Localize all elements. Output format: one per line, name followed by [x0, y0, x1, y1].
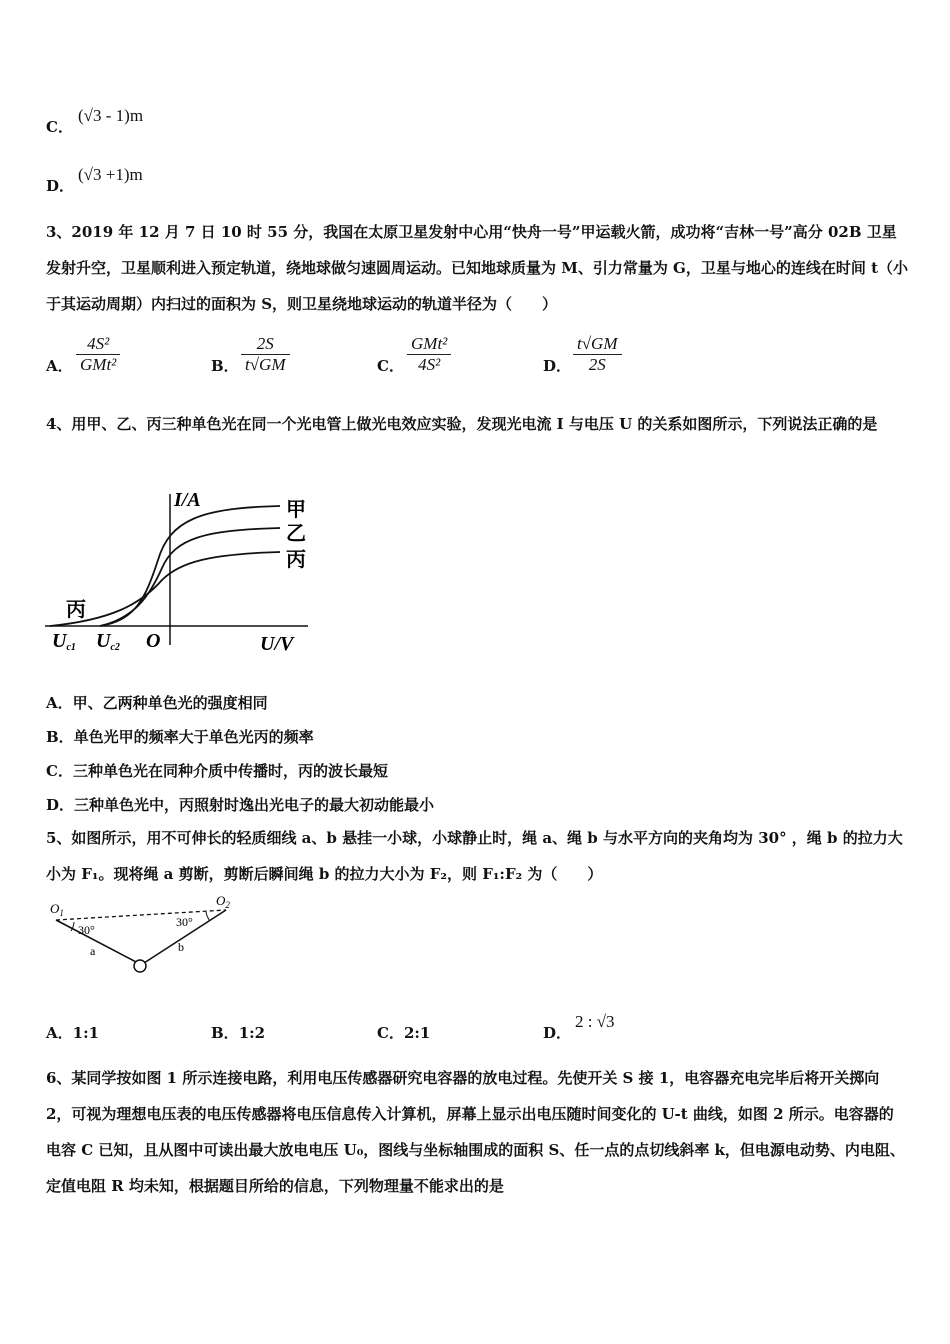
q2-option-d-label: D．: [46, 177, 75, 195]
q4-curve-label-bing: 丙: [286, 547, 306, 571]
q5-stem: 5、如图所示，用不可伸长的轻质细线 a、b 悬挂一小球，小球静止时，绳 a、绳 b 与水平方向的夹角均为 30° ，绳 b 的拉力大小为 F₁。现将绳 a 剪断，剪断后瞬间绳 b 的拉力大小为 F₂，则 F₁:F₂ 为（ ）: [46, 829, 903, 883]
q5-angle-right-label: 30°: [176, 915, 193, 929]
q5-o1-label: [50, 901, 64, 918]
q5-option-b-label: B．: [211, 1024, 239, 1042]
q5-o2-symbol: O: [216, 895, 226, 908]
q6-stem: 6、某同学按如图 1 所示连接电路，利用电压传感器研究电容器的放电过程。先使开关 S 接 1，电容器充电完毕后将开关掷向 2，可视为理想电压表的电压传感器将电压信息传入计算机，屏幕上显示出电压随时间变化的 U-t 曲线，如图 2 所示。电容器的电容 C 已知，且从图中可读出最大放电电压 U₀，图线与坐标轴围成的面积 S、任一点的点切线斜率 k，但电源电动势、内电阻、定值电阻 R 均未知，根据题目所给的信息，下列物理量不能求出的是: [46, 1069, 905, 1195]
q3-stem: 3、2019 年 12 月 7 日 10 时 55 分，我国在太原卫星发射中心用“快舟一号”甲运载火箭，成功将“吉林一号”高分 02B 卫星发射升空，卫星顺利进入预定轨道，绕地球做匀速圆周运动。已知地球质量为 M、引力常量为 G，卫星与地心的连线在时间 t（小于其运动周期）内扫过的面积为 S，则卫星绕地球运动的轨道半径为（ ）: [46, 223, 909, 313]
q3-option-c-fraction: [407, 334, 451, 375]
q5-option-a: [46, 1022, 99, 1043]
q4-curve-label-jia: 甲: [286, 497, 306, 521]
q5-angle-left-label: 30°: [78, 923, 95, 937]
q3-option-b-denominator: t√GM: [241, 354, 290, 375]
q5-option-b: [211, 1022, 265, 1043]
q4-curve-jia: [100, 506, 280, 626]
q3-option-d-denominator: 2S: [573, 354, 622, 375]
q3-option-a-numerator: 4S²: [87, 334, 110, 353]
q3-option-c-numerator: GMt²: [411, 334, 448, 353]
q5-o1-symbol: O: [50, 901, 60, 916]
q4-y-axis-label: I/A: [174, 489, 201, 511]
q4-x-axis-label: U/V: [260, 633, 294, 655]
q5-rope-a-label: a: [90, 944, 96, 958]
q3-option-b-label: B．: [211, 357, 239, 375]
q5-ceiling-dashed-line: [56, 910, 226, 920]
q4-uc1-symbol: U: [52, 630, 67, 652]
q2-option-c-label: C．: [46, 118, 73, 136]
q3-option-b-numerator: 2S: [256, 334, 274, 353]
q3-option-d-label: D．: [543, 357, 572, 375]
q4-curve-label-yi: 乙: [286, 521, 306, 545]
q3-option-c-label: C．: [377, 357, 404, 375]
q5-option-a-value: 1:1: [72, 1024, 100, 1042]
q4-uc2-symbol: U: [96, 630, 111, 652]
q5-o1-subscript: 1: [59, 908, 64, 918]
q4-origin-label: O: [146, 630, 161, 652]
q5-o2-subscript: 2: [225, 900, 230, 910]
q4-uc1-subscript: c1: [66, 642, 76, 653]
q5-option-c-value: 2:1: [403, 1024, 431, 1042]
q2-option-d-expression: (√3 +1)m: [78, 165, 143, 184]
q5-option-d-value: 2 : √3: [575, 1012, 615, 1031]
q4-iu-graph: [40, 480, 340, 660]
q3-option-a-denominator: GMt²: [76, 354, 120, 375]
q5-option-c: [377, 1022, 430, 1043]
q4-option-d: D．三种单色光中，丙照射时逸出光电子的最大初动能最小: [46, 796, 435, 814]
q5-angle-arc-right: [206, 912, 210, 921]
q4-option-a: A．甲、乙两种单色光的强度相同: [46, 694, 268, 712]
q4-curve-yi: [100, 528, 280, 626]
q5-option-b-value: 1:2: [238, 1024, 266, 1042]
q2-option-c-expression: (√3 - 1)m: [78, 106, 144, 125]
q4-option-c: C．三种单色光在同种介质中传播时，丙的波长最短: [46, 762, 388, 780]
q4-uc2-label: [96, 630, 120, 653]
q5-ball: [134, 960, 146, 972]
q4-option-b: B．单色光甲的频率大于单色光丙的频率: [46, 728, 314, 746]
q3-option-d-fraction: [573, 334, 622, 375]
q5-option-d-label: D．: [543, 1024, 572, 1042]
q4-uc1-label: [52, 630, 76, 653]
q5-rope-diagram: [44, 895, 244, 980]
q5-rope-b-label: b: [178, 940, 184, 954]
q4-uc2-subscript: c2: [110, 642, 120, 653]
q5-rope-a: [56, 920, 138, 963]
q5-option-a-label: A．: [46, 1024, 73, 1042]
q4-stem: 4、用甲、乙、丙三种单色光在同一个光电管上做光电效应实验，发现光电流 I 与电压 U 的关系如图所示，下列说法正确的是: [46, 415, 878, 433]
q5-option-c-label: C．: [377, 1024, 404, 1042]
q5-o2-label: [216, 895, 230, 910]
q3-option-c-denominator: 4S²: [407, 354, 451, 375]
q3-option-a-fraction: [76, 334, 120, 375]
q4-left-curve-label: 丙: [66, 597, 86, 621]
q3-option-b-fraction: [241, 334, 290, 375]
q3-option-a-label: A．: [46, 357, 73, 375]
q3-option-d-numerator: t√GM: [577, 334, 618, 353]
